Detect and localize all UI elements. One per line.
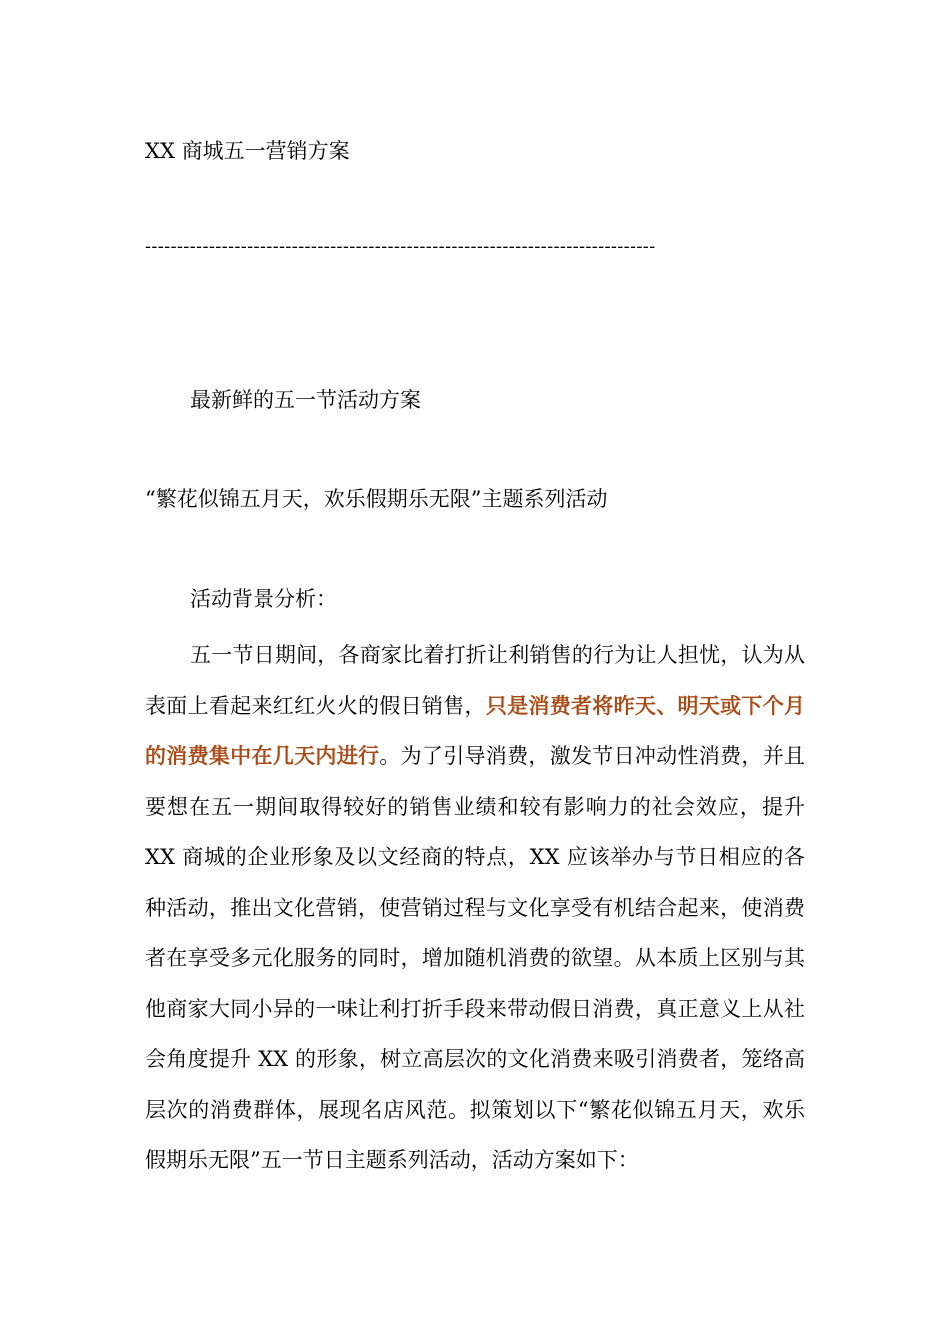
paragraph-text-part1: 五一节日期间，各商家比着打折让利销售的行为让人担忧，认为从表面上看起来红红火火的假日销售， — [145, 643, 805, 718]
highlighted-text: 只是消费者将昨天、明天或下个月的消费集中在几天内进行 — [145, 692, 806, 768]
document-title: XX 商城五一营销方案 — [145, 139, 350, 163]
background-paragraph — [145, 630, 805, 1186]
dashed-divider: -------------------------------------------------------------------------------- — [145, 236, 656, 257]
activity-theme: “繁花似锦五月天，欢乐假期乐无限”主题系列活动 — [145, 487, 608, 511]
section-subtitle: 最新鲜的五一节活动方案 — [190, 388, 421, 412]
paragraph-text-part2: 。为了引导消费，激发节日冲动性消费，并且要想在五一期间取得较好的销售业绩和较有影响力的社会效应，提升 XX 商城的企业形象及以文经商的特点，XX 应该举办与节日相应的各种活动，推出文化营销，使营销过程与文化享受有机结合起来，使消费者在享受多元化服务的同时，增加随机消费的欲望。从本质上区别与其他商家大同小异的一味让利打折手段来带动假日消费，真正意义上从社会角度提升 XX 的形象，树立高层次的文化消费来吸引消费者，笼络高层次的消费群体，展现名店风范。拟策划以下“繁花似锦五月天，欢乐假期乐无限”五一节日主题系列活动，活动方案如下： — [145, 744, 806, 1172]
background-heading: 活动背景分析： — [190, 587, 337, 611]
